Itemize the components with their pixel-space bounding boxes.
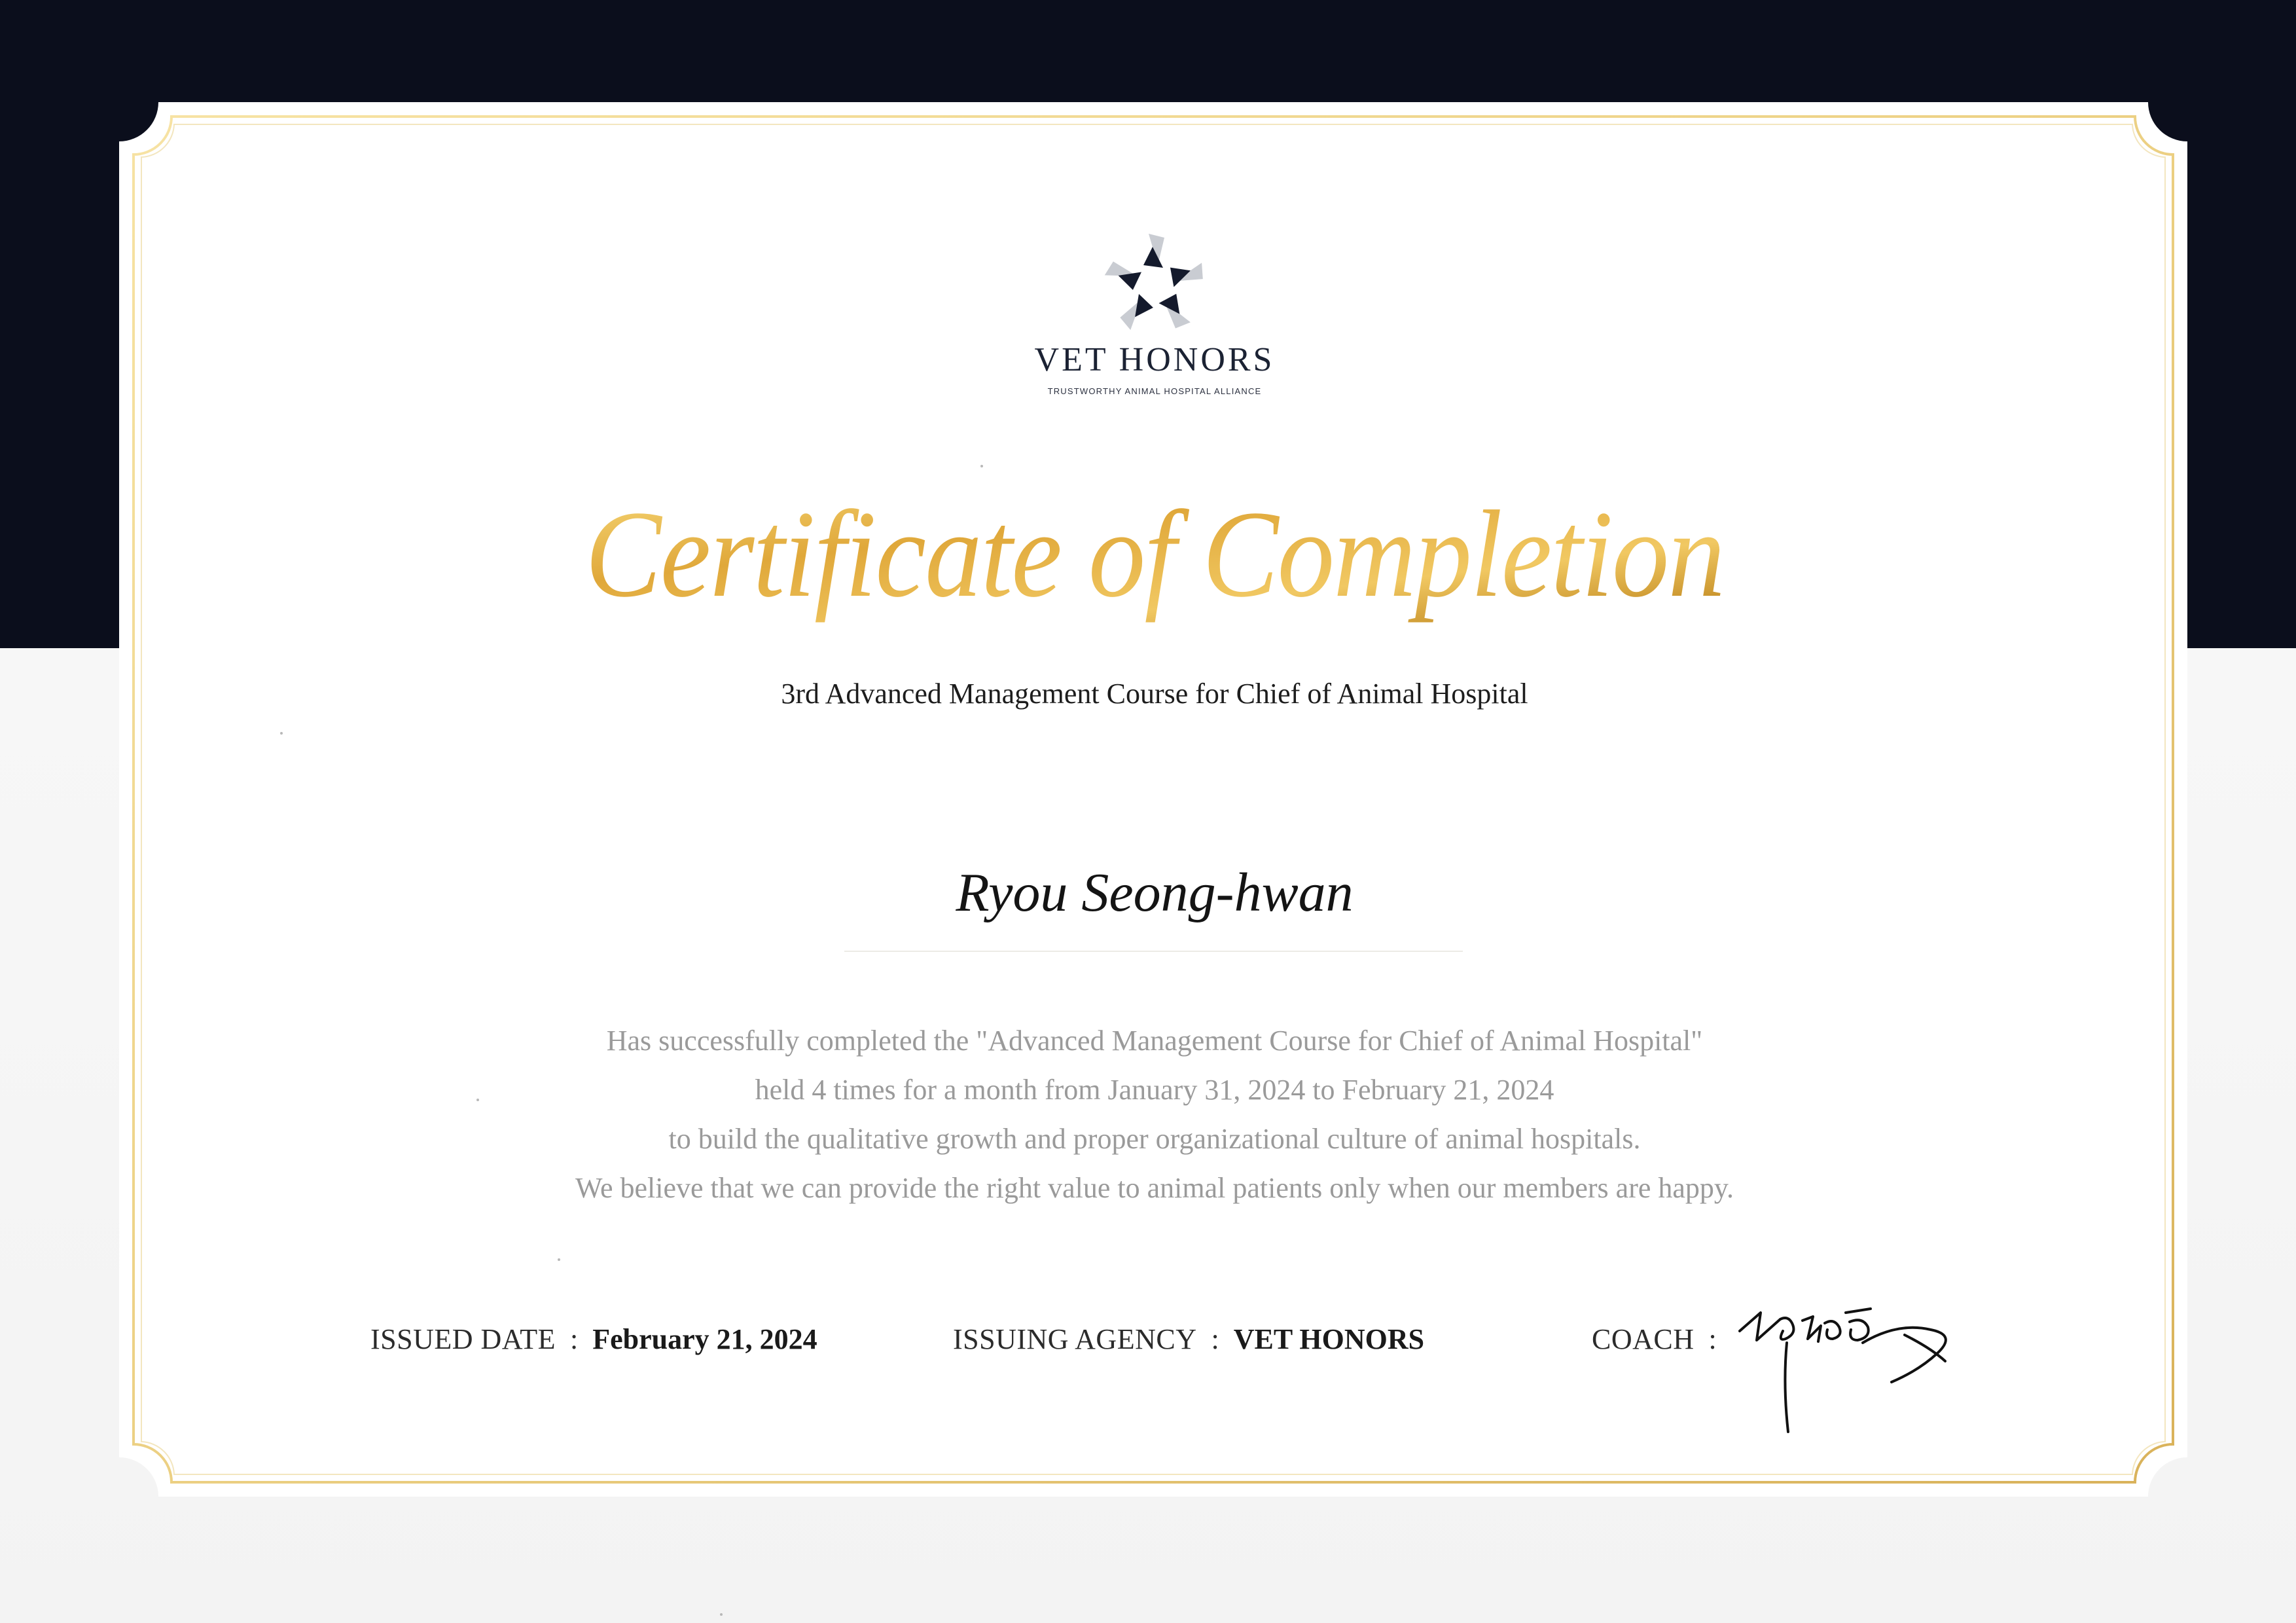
coach-label: COACH xyxy=(1592,1323,1695,1355)
scan-speck xyxy=(476,1099,479,1101)
certificate-title xyxy=(559,458,1750,668)
issuing-agency xyxy=(953,1322,1424,1356)
scan-speck xyxy=(720,1613,723,1616)
certificate-title-text: Certificate of Completion xyxy=(585,486,1724,623)
scan-speck xyxy=(558,1258,560,1261)
name-underline-divider xyxy=(844,951,1463,952)
issuing-agency-label: ISSUING AGENCY xyxy=(953,1323,1197,1355)
scan-speck xyxy=(280,732,283,735)
separator: : xyxy=(1211,1323,1219,1355)
body-line: to build the qualitative growth and proper organizational culture of animal hospitals. xyxy=(668,1123,1641,1155)
body-line: We believe that we can provide the right value to animal patients only when our members are happy. xyxy=(575,1172,1734,1204)
separator: : xyxy=(1708,1323,1717,1355)
issued-date-value: February 21, 2024 xyxy=(592,1323,817,1355)
issued-date-label: ISSUED DATE xyxy=(370,1323,556,1355)
body-line: held 4 times for a month from January 31, 2024 to February 21, 2024 xyxy=(755,1074,1554,1106)
scan-speck xyxy=(980,465,983,467)
separator: : xyxy=(569,1323,579,1355)
recipient-name: Ryou Seong-hwan xyxy=(956,862,1354,923)
coach-signature xyxy=(1734,1293,1970,1444)
brand-tagline: TRUSTWORTHY ANIMAL HOSPITAL ALLIANCE xyxy=(1047,386,1262,396)
pinwheel-logo-icon xyxy=(1100,229,1211,340)
body-line: Has successfully completed the "Advanced Management Course for Chief of Animal Hospital" xyxy=(606,1025,1703,1057)
coach xyxy=(1592,1322,1731,1356)
issued-date xyxy=(370,1322,817,1356)
course-name: 3rd Advanced Management Course for Chief of Animal Hospital xyxy=(781,678,1528,710)
certificate-body-text xyxy=(363,1016,1946,1213)
brand-name: VET HONORS xyxy=(1034,341,1275,378)
issuing-agency-value: VET HONORS xyxy=(1233,1323,1425,1355)
